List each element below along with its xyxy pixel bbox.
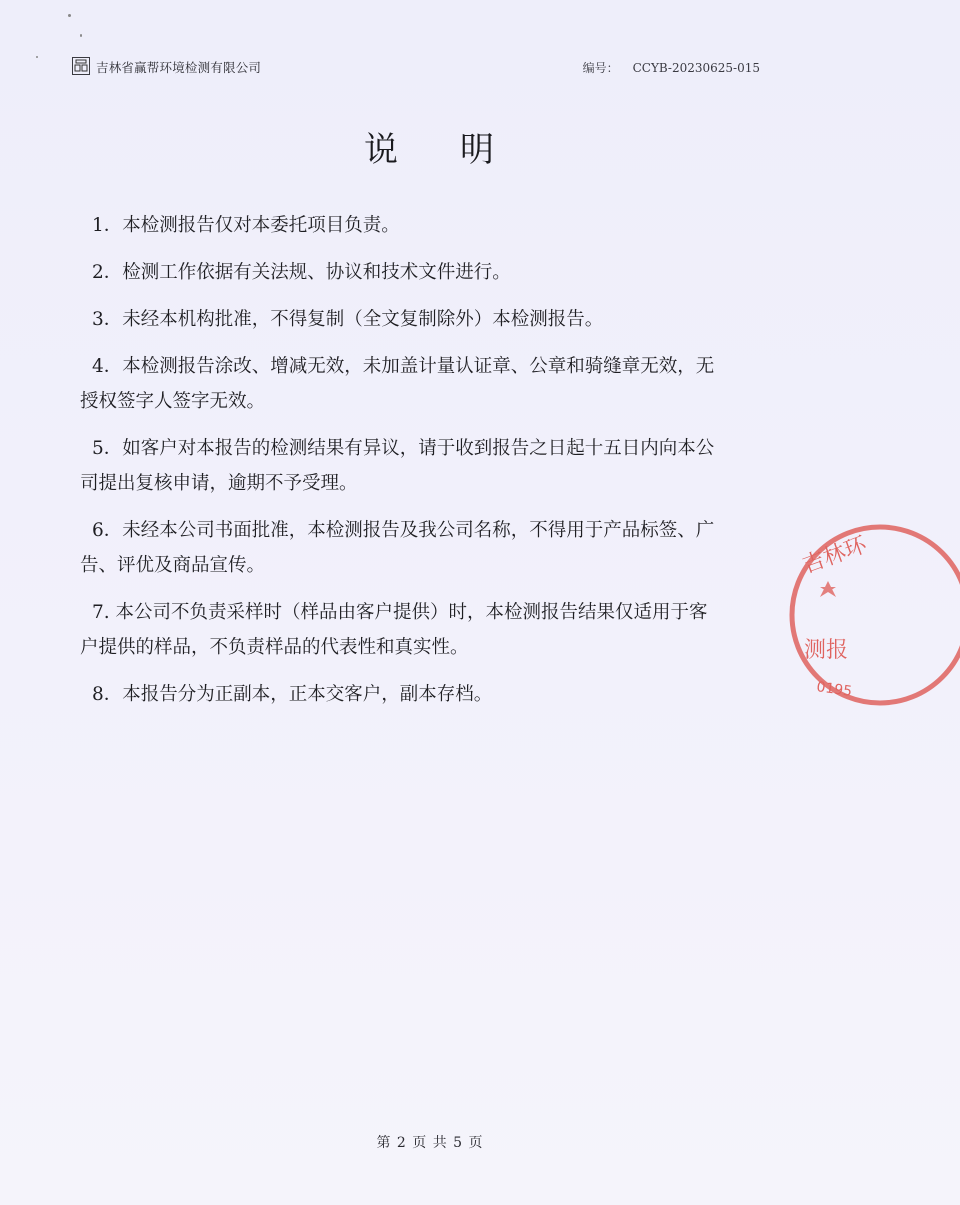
stamp-number-text: 0195 <box>815 679 853 700</box>
list-item <box>92 677 772 712</box>
list-item-continuation: 司提出复核申请，逾期不予受理。 <box>80 473 358 494</box>
list-item-text: 1．本检测报告仅对本委托项目负责。 <box>92 215 400 236</box>
document-number <box>583 59 760 76</box>
list-item <box>80 513 772 583</box>
company-name: 吉林省赢帮环境检测有限公司 <box>96 60 262 75</box>
title-char-2: 明 <box>460 130 496 170</box>
list-item-text: 3．未经本机构批准，不得复制（全文复制除外）本检测报告。 <box>92 309 604 330</box>
notes-list <box>80 208 772 724</box>
list-item-text: 2．检测工作依据有关法规、协议和技术文件进行。 <box>92 262 511 283</box>
document-number-label: 编号： <box>582 61 619 75</box>
title-char-1: 说 <box>364 130 400 170</box>
stamp-top-text: 吉林环 <box>799 532 871 579</box>
scan-speck <box>80 34 82 37</box>
document-header <box>72 56 772 80</box>
list-item <box>92 302 772 337</box>
list-item-text: 8．本报告分为正副本，正本交客户，副本存档。 <box>92 684 493 705</box>
list-item-text: 5．如客户对本报告的检测结果有异议，请于收到报告之日起十五日内向本公 <box>92 438 715 459</box>
page-title <box>0 122 860 171</box>
list-item-continuation: 告、评优及商品宣传。 <box>80 555 266 576</box>
list-item-text: 7. 本公司不负责采样时（样品由客户提供）时，本检测报告结果仅适用于客 <box>92 602 708 623</box>
scan-speck <box>68 14 71 17</box>
list-item-text: 6．未经本公司书面批准，本检测报告及我公司名称，不得用于产品标签、广 <box>92 520 715 541</box>
list-item-continuation: 授权签字人签字无效。 <box>80 391 266 412</box>
list-item <box>80 431 772 501</box>
page-number: 第 2 页 共 5 页 <box>376 1135 484 1151</box>
seal-stamp <box>780 515 960 715</box>
stamp-middle-text: 测报 <box>804 638 849 663</box>
list-item <box>80 595 772 665</box>
document-number-value: CCYB-20230625-015 <box>632 61 760 75</box>
list-item <box>80 349 772 419</box>
list-item <box>92 208 772 243</box>
list-item-continuation: 户提供的样品，不负责样品的代表性和真实性。 <box>80 637 469 658</box>
company-logo-icon <box>72 57 90 75</box>
list-item-text: 4．本检测报告涂改、增减无效，未加盖计量认证章、公章和骑缝章无效，无 <box>92 356 715 377</box>
scan-speck <box>36 56 38 58</box>
list-item <box>92 255 772 290</box>
